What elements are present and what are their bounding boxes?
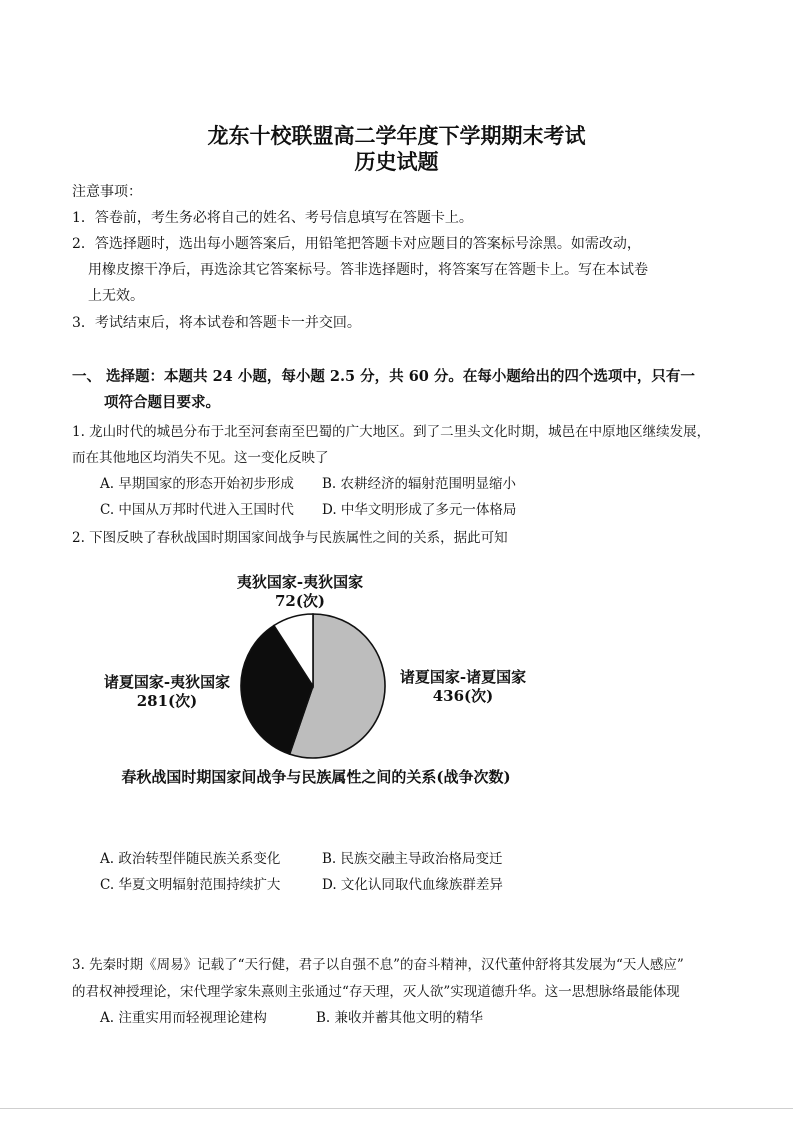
q1-option-c: C. 中国从万邦时代进入王国时代 — [100, 502, 294, 518]
q2-option-c: C. 华夏文明辐射范围持续扩大 — [100, 877, 281, 893]
page-bottom-rule — [0, 1108, 793, 1109]
notes-item-3: 3．考试结束后，将本试卷和答题卡一并交回。 — [72, 315, 361, 331]
q1-option-d: D. 中华文明形成了多元一体格局 — [322, 502, 517, 518]
q1-stem-line2: 而在其他地区均消失不见。这一变化反映了 — [72, 450, 329, 466]
q3-stem-line2: 的君权神授理论，宋代理学家朱熹则主张通过“存天理，灭人欲”实现道德升华。这一思想脉络最能体现 — [72, 984, 680, 1000]
exam-title-line1: 龙东十校联盟高二学年度下学期期末考试 — [207, 123, 586, 148]
label-yidi-yidi: 夷狄国家-夷狄国家 — [236, 573, 364, 591]
q3-stem-line1: 3. 先秦时期《周易》记载了“天行健，君子以自强不息”的奋斗精神，汉代董仲舒将其发展为“天人感应” — [72, 957, 684, 973]
section-1-heading-line1: 一、 选择题：本题共 24 小题，每小题 2.5 分，共 60 分。在每小题给出的四个选项中，只有一 — [72, 368, 695, 385]
q1-option-a: A. 早期国家的形态开始初步形成 — [100, 476, 294, 492]
chart-title: 春秋战国时期国家间战争与民族属性之间的关系(战争次数) — [121, 768, 511, 786]
q2-option-a: A. 政治转型伴随民族关系变化 — [100, 851, 281, 867]
section-1-heading-line2: 项符合题目要求。 — [104, 394, 220, 411]
notes-item-1: 1．答卷前，考生务必将自己的姓名、考号信息填写在答题卡上。 — [72, 210, 473, 226]
q3-option-b: B. 兼收并蓄其他文明的精华 — [316, 1010, 484, 1026]
exam-title-line2: 历史试题 — [354, 149, 439, 174]
label-zhuxia-yidi: 诸夏国家-夷狄国家 — [103, 673, 231, 691]
q1-option-b: B. 农耕经济的辐射范围明显缩小 — [322, 476, 517, 492]
notes-item-2-line3: 上无效。 — [88, 288, 144, 304]
value-zhuxia-zhuxia: 436(次) — [432, 687, 494, 705]
value-yidi-yidi: 72(次) — [274, 592, 326, 610]
notes-heading: 注意事项： — [72, 184, 142, 200]
war-ethnicity-pie-chart — [0, 555, 793, 820]
notes-item-2-line2: 用橡皮擦干净后，再选涂其它答案标号。答非选择题时，将答案写在答题卡上。写在本试卷 — [88, 262, 648, 278]
q2-stem: 2. 下图反映了春秋战国时期国家间战争与民族属性之间的关系，据此可知 — [72, 530, 508, 546]
notes-item-2-line1: 2．答选择题时，选出每小题答案后，用铅笔把答题卡对应题目的答案标号涂黑。如需改动， — [72, 236, 641, 252]
q3-option-a: A. 注重实用而轻视理论建构 — [100, 1010, 267, 1026]
q2-option-b: B. 民族交融主导政治格局变迁 — [322, 851, 503, 867]
label-zhuxia-zhuxia: 诸夏国家-诸夏国家 — [399, 668, 527, 686]
q2-option-d: D. 文化认同取代血缘族群差异 — [322, 877, 503, 893]
q1-stem-line1: 1. 龙山时代的城邑分布于北至河套南至巴蜀的广大地区。到了二里头文化时期，城邑在中原地区继续发展， — [72, 424, 711, 440]
value-zhuxia-yidi: 281(次) — [136, 692, 198, 710]
